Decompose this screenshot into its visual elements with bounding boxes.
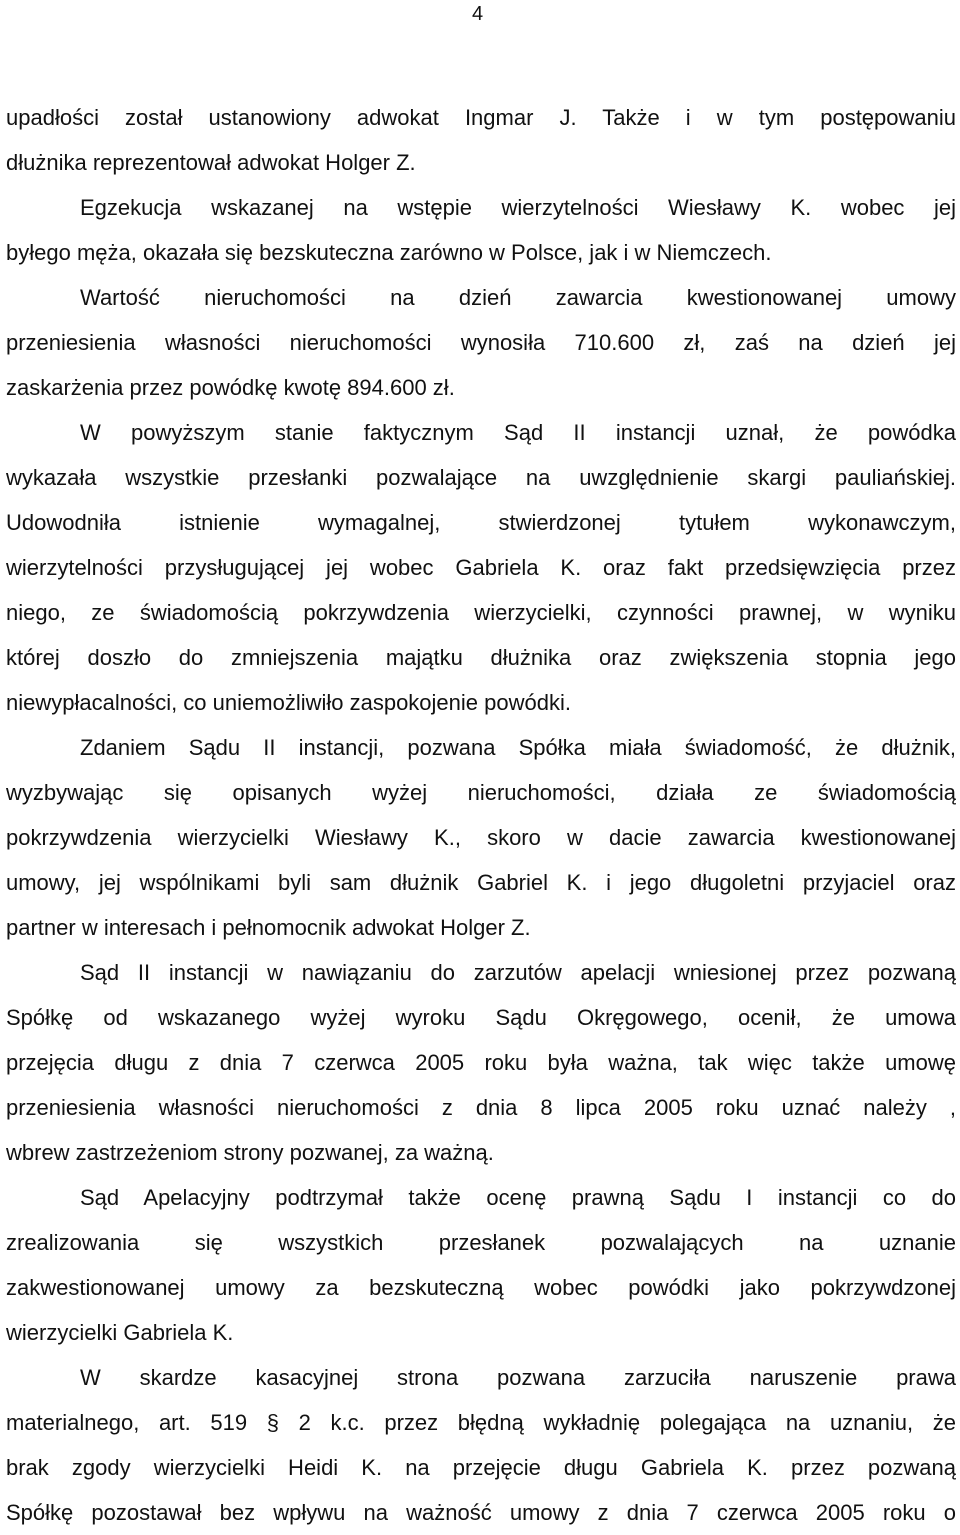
page-number-text: 4 [472, 3, 484, 25]
text-line: dłużnika reprezentował adwokat Holger Z. [6, 150, 416, 175]
document-body [6, 95, 956, 1535]
text-line: Spółkę pozostawał bez wpływu na ważność umowy z dnia 7 czerwca 2005 roku o [6, 1500, 956, 1525]
text-line: umowy, jej wspólnikami byli sam dłużnik Gabriel K. i jego długoletni przyjaciel oraz [6, 870, 956, 895]
text-line: pokrzywdzenia wierzycielki Wiesławy K., skoro w dacie zawarcia kwestionowanej [6, 825, 956, 850]
text-line: wierzytelności przysługującej jej wobec Gabriela K. oraz fakt przedsięwzięcia przez [6, 555, 956, 580]
text-line: Egzekucja wskazanej na wstępie wierzytelności Wiesławy K. wobec jej [80, 195, 956, 220]
text-line: Wartość nieruchomości na dzień zawarcia kwestionowanej umowy [80, 285, 956, 310]
text-line: wbrew zastrzeżeniom strony pozwanej, za ważną. [6, 1140, 494, 1165]
text-line: zaskarżenia przez powódkę kwotę 894.600 zł. [6, 375, 455, 400]
text-line: materialnego, art. 519 § 2 k.c. przez błędną wykładnię polegająca na uznaniu, że [6, 1410, 956, 1435]
text-line: Zdaniem Sądu II instancji, pozwana Spółka miała świadomość, że dłużnik, [80, 735, 956, 760]
text-line: partner w interesach i pełnomocnik adwokat Holger Z. [6, 915, 531, 940]
text-line: zakwestionowanej umowy za bezskuteczną wobec powódki jako pokrzywdzonej [6, 1275, 956, 1300]
text-line: przeniesienia własności nieruchomości z dnia 8 lipca 2005 roku uznać należy , [6, 1095, 956, 1120]
text-line: brak zgody wierzycielki Heidi K. na przejęcie długu Gabriela K. przez pozwaną [6, 1455, 956, 1480]
text-line: niewypłacalności, co uniemożliwiło zaspokojenie powódki. [6, 690, 571, 715]
text-line: upadłości został ustanowiony adwokat Ingmar J. Także i w tym postępowaniu [6, 105, 956, 130]
text-line: wierzycielki Gabriela K. [6, 1320, 234, 1345]
text-line: zrealizowania się wszystkich przesłanek pozwalających na uznanie [6, 1230, 956, 1255]
text-line: której doszło do zmniejszenia majątku dłużnika oraz zwiększenia stopnia jego [6, 645, 956, 670]
text-line: byłego męża, okazała się bezskuteczna zarówno w Polsce, jak i w Niemczech. [6, 240, 772, 265]
text-line: Spółkę od wskazanego wyżej wyroku Sądu Okręgowego, ocenił, że umowa [6, 1005, 956, 1030]
text-line: przeniesienia własności nieruchomości wynosiła 710.600 zł, zaś na dzień jej [6, 330, 956, 355]
text-line: Sąd II instancji w nawiązaniu do zarzutów apelacji wniesionej przez pozwaną [80, 960, 956, 985]
text-line: niego, ze świadomością pokrzywdzenia wierzycielki, czynności prawnej, w wyniku [6, 600, 956, 625]
text-line: W powyższym stanie faktycznym Sąd II instancji uznał, że powódka [80, 420, 956, 445]
text-line: przejęcia długu z dnia 7 czerwca 2005 roku była ważna, tak więc także umowę [6, 1050, 956, 1075]
text-line: wyzbywając się opisanych wyżej nieruchomości, działa ze świadomością [6, 780, 956, 805]
text-line: W skardze kasacyjnej strona pozwana zarzuciła naruszenie prawa [80, 1365, 956, 1390]
text-line: Sąd Apelacyjny podtrzymał także ocenę prawną Sądu I instancji co do [80, 1185, 956, 1210]
text-line: wykazała wszystkie przesłanki pozwalające na uwzględnienie skargi pauliańskiej. [6, 465, 956, 490]
text-line: Udowodniła istnienie wymagalnej, stwierdzonej tytułem wykonawczym, [6, 510, 956, 535]
